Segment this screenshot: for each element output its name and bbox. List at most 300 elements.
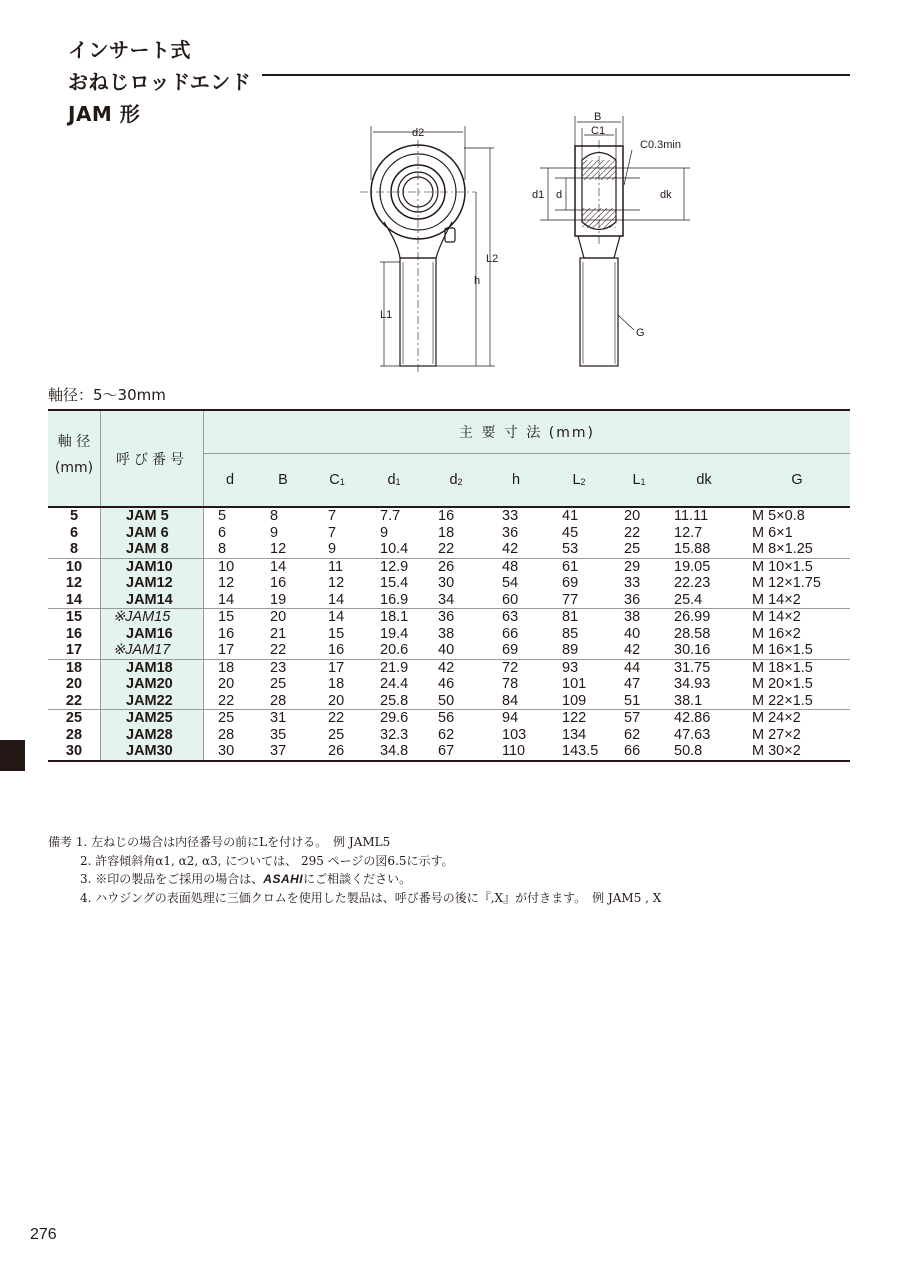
d1-value: 16.9 bbox=[380, 591, 409, 608]
part-number-value: JAM 8 bbox=[126, 541, 169, 557]
L1-value: 25 bbox=[624, 541, 641, 557]
d-value: 30 bbox=[218, 743, 235, 759]
cell-B bbox=[256, 507, 310, 558]
d1-value: 15.4 bbox=[380, 575, 409, 591]
dk-value: 50.8 bbox=[674, 743, 703, 759]
cell-G bbox=[744, 710, 850, 761]
cell-part-number bbox=[101, 659, 204, 710]
h-value: 69 bbox=[502, 642, 519, 658]
dk-value: 28.58 bbox=[674, 625, 711, 642]
part-number-value: JAM14 bbox=[126, 591, 173, 608]
dk-value: 30.16 bbox=[674, 642, 711, 658]
L2-value: 45 bbox=[562, 524, 579, 541]
label-L1: L1 bbox=[380, 309, 393, 321]
note-2-text: 許容傾斜角α1, α2, α3, については、 295 ページの図6.5に示す。 bbox=[95, 853, 454, 868]
G-value: M 14×2 bbox=[752, 609, 801, 625]
h-value: 60 bbox=[502, 591, 519, 608]
note-1-text: 左ねじの場合は内径番号の前にLを付ける。 例 JAML5 bbox=[91, 835, 391, 849]
table-row-group bbox=[48, 659, 850, 710]
cell-shaft-size bbox=[48, 507, 101, 558]
cell-G bbox=[744, 507, 850, 558]
shaft-size-value: 14 bbox=[65, 591, 83, 608]
cell-dk bbox=[664, 609, 744, 660]
shaft-size-value: 30 bbox=[65, 743, 83, 759]
header-main-dimensions: 主 要 寸 法 (mm) bbox=[204, 410, 851, 454]
col-B-label: B bbox=[278, 472, 288, 488]
d-value: 25 bbox=[218, 710, 235, 726]
shaft-size-range: 軸径：5～30mm bbox=[48, 386, 166, 404]
part-number-value: ※JAM15 bbox=[113, 609, 171, 625]
label-L2: L2 bbox=[486, 253, 499, 265]
table-row-group bbox=[48, 609, 850, 660]
C1-value: 12 bbox=[328, 575, 345, 591]
cell-G bbox=[744, 609, 850, 660]
header-name: 呼び番号 bbox=[101, 410, 204, 507]
page-number: 276 bbox=[30, 1226, 57, 1243]
G-value: M 16×2 bbox=[752, 625, 801, 642]
part-number-value: JAM30 bbox=[126, 743, 173, 759]
dk-value: 42.86 bbox=[674, 710, 711, 726]
shaft-size-value: 15 bbox=[65, 609, 83, 625]
dk-value: 22.23 bbox=[674, 575, 711, 591]
cell-d2 bbox=[424, 507, 488, 558]
shaft-size-value: 6 bbox=[69, 524, 79, 541]
cell-d2 bbox=[424, 558, 488, 609]
cell-d1 bbox=[364, 659, 424, 710]
G-value: M 8×1.25 bbox=[752, 541, 813, 557]
dk-value: 19.05 bbox=[674, 558, 711, 575]
cell-dk bbox=[664, 558, 744, 609]
cell-d2 bbox=[424, 659, 488, 710]
B-value: 8 bbox=[270, 508, 279, 524]
d-value: 28 bbox=[218, 726, 235, 743]
side-view bbox=[540, 116, 690, 366]
cell-d1 bbox=[364, 507, 424, 558]
L1-value: 44 bbox=[624, 659, 641, 676]
d2-value: 38 bbox=[438, 625, 455, 642]
G-value: M 12×1.75 bbox=[752, 575, 821, 591]
shaft-size-value: 5 bbox=[69, 508, 79, 524]
cell-part-number bbox=[101, 609, 204, 660]
d2-value: 42 bbox=[438, 659, 455, 676]
cell-B bbox=[256, 710, 310, 761]
dk-value: 31.75 bbox=[674, 659, 711, 676]
L1-value: 29 bbox=[624, 558, 641, 575]
col-d1: $d_1$ bbox=[364, 454, 424, 508]
C1-value: 11 bbox=[328, 558, 344, 575]
note-1-index: 1. bbox=[75, 835, 88, 849]
G-value: M 14×2 bbox=[752, 591, 801, 608]
L1-value: 36 bbox=[624, 591, 641, 608]
note-3-text-pre: ※印の製品をご採用の場合は、 bbox=[95, 872, 264, 886]
col-d2: $d_2$ bbox=[424, 454, 488, 508]
note-2 bbox=[48, 852, 661, 871]
cell-L1 bbox=[614, 558, 664, 609]
L1-value: 20 bbox=[624, 508, 641, 524]
cell-shaft-size bbox=[48, 558, 101, 609]
d2-value: 62 bbox=[438, 726, 455, 743]
col-d-label: d bbox=[225, 472, 235, 488]
d2-value: 34 bbox=[438, 591, 455, 608]
h-value: 33 bbox=[502, 508, 519, 524]
shaft-size-value: 17 bbox=[65, 642, 83, 658]
spec-table-body bbox=[48, 507, 850, 761]
table-header-row-1 bbox=[48, 410, 850, 454]
part-number-value: JAM 6 bbox=[126, 524, 169, 541]
d2-value: 30 bbox=[438, 575, 455, 591]
d-value: 20 bbox=[218, 676, 235, 692]
rod-end-diagram bbox=[0, 108, 720, 373]
dk-value: 34.93 bbox=[674, 676, 711, 692]
part-number-value: JAM18 bbox=[126, 659, 173, 676]
h-value: 72 bbox=[502, 659, 519, 676]
L1-value: 62 bbox=[624, 726, 641, 743]
d1-value: 34.8 bbox=[380, 743, 409, 759]
cell-d2 bbox=[424, 710, 488, 761]
C1-value: 14 bbox=[328, 609, 345, 625]
C1-value: 18 bbox=[328, 676, 345, 692]
cell-h bbox=[488, 558, 544, 609]
L2-value: 77 bbox=[562, 591, 579, 608]
d2-value: 36 bbox=[438, 609, 455, 625]
L2-value: 101 bbox=[562, 676, 587, 692]
C1-value: 16 bbox=[328, 642, 345, 658]
note-2-index: 2. bbox=[80, 853, 92, 868]
shaft-size-value: 20 bbox=[65, 676, 83, 692]
cell-C1 bbox=[310, 659, 364, 710]
notes bbox=[48, 833, 661, 907]
cell-d bbox=[204, 558, 257, 609]
header-shaft-unit: (mm) bbox=[54, 460, 94, 476]
d1-value: 18.1 bbox=[380, 609, 409, 625]
dk-value: 11.11 bbox=[674, 508, 709, 524]
cell-L2 bbox=[544, 659, 614, 710]
B-value: 31 bbox=[270, 710, 287, 726]
col-L2: $L_2$ bbox=[544, 454, 614, 508]
d-value: 12 bbox=[218, 575, 235, 591]
cell-G bbox=[744, 558, 850, 609]
front-view bbox=[360, 126, 495, 372]
d-value: 15 bbox=[218, 609, 235, 625]
cell-h bbox=[488, 609, 544, 660]
h-value: 66 bbox=[502, 625, 519, 642]
h-value: 63 bbox=[502, 609, 519, 625]
part-number-value: JAM10 bbox=[126, 558, 173, 575]
label-d1: d1 bbox=[532, 189, 545, 201]
cell-d bbox=[204, 659, 257, 710]
B-value: 16 bbox=[270, 575, 287, 591]
C1-value: 14 bbox=[328, 591, 345, 608]
cell-h bbox=[488, 507, 544, 558]
B-value: 12 bbox=[270, 541, 287, 557]
G-value: M 20×1.5 bbox=[752, 676, 813, 692]
shaft-size-value: 22 bbox=[65, 692, 83, 709]
shaft-size-value: 12 bbox=[65, 575, 83, 591]
cell-d1 bbox=[364, 710, 424, 761]
cell-L1 bbox=[614, 710, 664, 761]
G-value: M 16×1.5 bbox=[752, 642, 813, 658]
col-h-label: h bbox=[511, 472, 521, 488]
shaft-size-value: 25 bbox=[65, 710, 83, 726]
B-value: 28 bbox=[270, 692, 287, 709]
L1-value: 51 bbox=[624, 692, 641, 709]
L2-value: 134 bbox=[562, 726, 587, 743]
label-chamfer: C0.3min bbox=[640, 139, 681, 151]
cell-L1 bbox=[614, 609, 664, 660]
d1-value: 25.8 bbox=[380, 692, 409, 709]
L1-value: 66 bbox=[624, 743, 641, 759]
h-value: 42 bbox=[502, 541, 519, 557]
shaft-size-value: 28 bbox=[65, 726, 83, 743]
d-value: 14 bbox=[218, 591, 235, 608]
d2-value: 50 bbox=[438, 692, 455, 709]
L1-value: 38 bbox=[624, 609, 641, 625]
d2-value: 46 bbox=[438, 676, 455, 692]
cell-L2 bbox=[544, 558, 614, 609]
shaft-size-value: 8 bbox=[69, 541, 79, 557]
d1-value: 29.6 bbox=[380, 710, 409, 726]
part-number-value: JAM20 bbox=[126, 676, 173, 692]
G-value: M 22×1.5 bbox=[752, 692, 813, 709]
d-value: 16 bbox=[218, 625, 235, 642]
cell-dk bbox=[664, 710, 744, 761]
note-4-text: ハウジングの表面処理に三価クロムを使用した製品は、呼び番号の後に『,X』が付きます。 例 JAM5 , X bbox=[95, 890, 662, 905]
d2-value: 67 bbox=[438, 743, 455, 759]
C1-value: 22 bbox=[328, 710, 345, 726]
dk-value: 15.88 bbox=[674, 541, 711, 557]
d-value: 5 bbox=[218, 508, 227, 524]
dk-value: 25.4 bbox=[674, 591, 703, 608]
cell-h bbox=[488, 710, 544, 761]
L1-value: 57 bbox=[624, 710, 641, 726]
G-value: M 18×1.5 bbox=[752, 659, 813, 676]
cell-L2 bbox=[544, 609, 614, 660]
L2-value: 61 bbox=[562, 558, 579, 575]
label-C1: C1 bbox=[591, 125, 606, 137]
L2-value: 69 bbox=[562, 575, 579, 591]
G-value: M 6×1 bbox=[752, 524, 793, 541]
note-3-text-post: にご相談ください。 bbox=[303, 872, 412, 886]
cell-part-number bbox=[101, 710, 204, 761]
col-d bbox=[204, 454, 257, 508]
cell-C1 bbox=[310, 710, 364, 761]
L2-value: 85 bbox=[562, 625, 579, 642]
label-d: d bbox=[556, 189, 563, 201]
cell-d1 bbox=[364, 609, 424, 660]
B-value: 22 bbox=[270, 642, 287, 658]
B-value: 9 bbox=[270, 524, 279, 541]
asahi-logo: ASAHI bbox=[263, 872, 304, 886]
L1-value: 22 bbox=[624, 524, 641, 541]
L2-value: 89 bbox=[562, 642, 579, 658]
dk-value: 12.7 bbox=[674, 524, 703, 541]
cell-d bbox=[204, 507, 257, 558]
table-row-group bbox=[48, 710, 850, 761]
B-value: 37 bbox=[270, 743, 287, 759]
shaft-size-value: 18 bbox=[65, 659, 83, 676]
L2-value: 81 bbox=[562, 609, 579, 625]
G-value: M 30×2 bbox=[752, 743, 801, 759]
h-value: 48 bbox=[502, 558, 519, 575]
cell-L1 bbox=[614, 659, 664, 710]
d-value: 17 bbox=[218, 642, 235, 658]
cell-L1 bbox=[614, 507, 664, 558]
cell-shaft-size bbox=[48, 609, 101, 660]
note-3 bbox=[48, 870, 661, 889]
note-3-index: 3. bbox=[80, 872, 92, 886]
shaft-size-value: 10 bbox=[65, 558, 83, 575]
cell-dk bbox=[664, 659, 744, 710]
cell-part-number bbox=[101, 558, 204, 609]
d1-value: 7.7 bbox=[380, 508, 401, 524]
col-dk bbox=[664, 454, 744, 508]
h-value: 110 bbox=[502, 743, 526, 759]
h-value: 94 bbox=[502, 710, 519, 726]
cell-shaft-size bbox=[48, 659, 101, 710]
d1-value: 24.4 bbox=[380, 676, 409, 692]
G-value: M 5×0.8 bbox=[752, 508, 805, 524]
part-number-value: ※JAM17 bbox=[113, 642, 171, 658]
d2-value: 40 bbox=[438, 642, 455, 658]
L2-value: 143.5 bbox=[562, 743, 599, 759]
part-number-value: JAM25 bbox=[126, 710, 173, 726]
B-value: 19 bbox=[270, 591, 287, 608]
d1-value: 20.6 bbox=[380, 642, 409, 658]
B-value: 20 bbox=[270, 609, 287, 625]
h-value: 103 bbox=[502, 726, 527, 743]
col-dk-label: dk bbox=[696, 472, 712, 488]
shaft-size-value: 16 bbox=[65, 625, 83, 642]
part-number-value: JAM28 bbox=[126, 726, 173, 743]
col-B bbox=[256, 454, 310, 508]
G-value: M 10×1.5 bbox=[752, 558, 813, 575]
part-number-value: JAM22 bbox=[126, 692, 173, 709]
spec-table bbox=[48, 409, 850, 762]
label-d2: d2 bbox=[412, 127, 425, 139]
G-value: M 27×2 bbox=[752, 726, 801, 743]
header-shaft bbox=[48, 410, 101, 507]
col-C1: $C_1$ bbox=[310, 454, 364, 508]
C1-value: 7 bbox=[328, 524, 337, 541]
label-h: h bbox=[474, 275, 481, 287]
h-value: 78 bbox=[502, 676, 519, 692]
d2-value: 22 bbox=[438, 541, 455, 557]
title-line-3: JAM 形 bbox=[68, 102, 141, 126]
d2-value: 16 bbox=[438, 508, 455, 524]
L2-value: 53 bbox=[562, 541, 579, 557]
cell-B bbox=[256, 558, 310, 609]
L1-value: 47 bbox=[624, 676, 641, 692]
d1-value: 32.3 bbox=[380, 726, 409, 743]
B-value: 14 bbox=[270, 558, 287, 575]
d2-value: 18 bbox=[438, 524, 455, 541]
C1-value: 17 bbox=[328, 659, 345, 676]
table-row-group bbox=[48, 558, 850, 609]
cell-C1 bbox=[310, 558, 364, 609]
d-value: 18 bbox=[218, 659, 235, 676]
d2-value: 56 bbox=[438, 710, 455, 726]
col-L1: $L_1$ bbox=[614, 454, 664, 508]
cell-d bbox=[204, 609, 257, 660]
d2-value: 26 bbox=[438, 558, 455, 575]
chapter-tab bbox=[0, 740, 25, 771]
B-value: 23 bbox=[270, 659, 287, 676]
dk-value: 38.1 bbox=[674, 692, 703, 709]
d1-value: 10.4 bbox=[380, 541, 409, 557]
cell-B bbox=[256, 609, 310, 660]
C1-value: 20 bbox=[328, 692, 345, 709]
title-line-2: おねじロッドエンド bbox=[68, 70, 252, 94]
C1-value: 9 bbox=[328, 541, 337, 557]
dk-value: 26.99 bbox=[674, 609, 711, 625]
L2-value: 93 bbox=[562, 659, 579, 676]
d1-value: 9 bbox=[380, 524, 389, 541]
cell-C1 bbox=[310, 507, 364, 558]
d1-value: 12.9 bbox=[380, 558, 409, 575]
cell-dk bbox=[664, 507, 744, 558]
h-value: 84 bbox=[502, 692, 519, 709]
L1-value: 33 bbox=[624, 575, 641, 591]
part-number-value: JAM16 bbox=[126, 625, 173, 642]
part-number-value: JAM 5 bbox=[126, 508, 169, 524]
d-value: 22 bbox=[218, 692, 235, 709]
cell-d2 bbox=[424, 609, 488, 660]
cell-d1 bbox=[364, 558, 424, 609]
C1-value: 15 bbox=[328, 625, 345, 642]
notes-prefix: 備考 bbox=[48, 835, 73, 849]
L1-value: 40 bbox=[624, 625, 641, 642]
label-B: B bbox=[594, 111, 602, 123]
cell-shaft-size bbox=[48, 710, 101, 761]
cell-L2 bbox=[544, 710, 614, 761]
L2-value: 41 bbox=[562, 508, 579, 524]
B-value: 21 bbox=[270, 625, 287, 642]
cell-C1 bbox=[310, 609, 364, 660]
col-G bbox=[744, 454, 850, 508]
note-4 bbox=[48, 889, 661, 908]
B-value: 25 bbox=[270, 676, 287, 692]
part-number-value: JAM12 bbox=[126, 575, 173, 591]
table-row-group bbox=[48, 507, 850, 558]
note-1 bbox=[48, 833, 661, 852]
cell-part-number bbox=[101, 507, 204, 558]
d-value: 10 bbox=[218, 558, 235, 575]
label-G: G bbox=[636, 327, 645, 339]
B-value: 35 bbox=[270, 726, 287, 743]
cell-L2 bbox=[544, 507, 614, 558]
cell-G bbox=[744, 659, 850, 710]
cell-h bbox=[488, 659, 544, 710]
col-G-label: G bbox=[791, 472, 803, 488]
title-line-1: インサート式 bbox=[68, 38, 191, 62]
C1-value: 25 bbox=[328, 726, 345, 743]
title-rule bbox=[262, 74, 850, 76]
G-value: M 24×2 bbox=[752, 710, 801, 726]
header-shaft-label: 軸 径 bbox=[57, 434, 91, 450]
dk-value: 47.63 bbox=[674, 726, 711, 743]
col-h bbox=[488, 454, 544, 508]
L2-value: 122 bbox=[562, 710, 587, 726]
h-value: 54 bbox=[502, 575, 519, 591]
h-value: 36 bbox=[502, 524, 519, 541]
L1-value: 42 bbox=[624, 642, 641, 658]
d1-value: 21.9 bbox=[380, 659, 409, 676]
label-dk: dk bbox=[660, 189, 672, 201]
L2-value: 109 bbox=[562, 692, 587, 709]
d-value: 8 bbox=[218, 541, 227, 557]
C1-value: 26 bbox=[328, 743, 345, 759]
C1-value: 7 bbox=[328, 508, 337, 524]
